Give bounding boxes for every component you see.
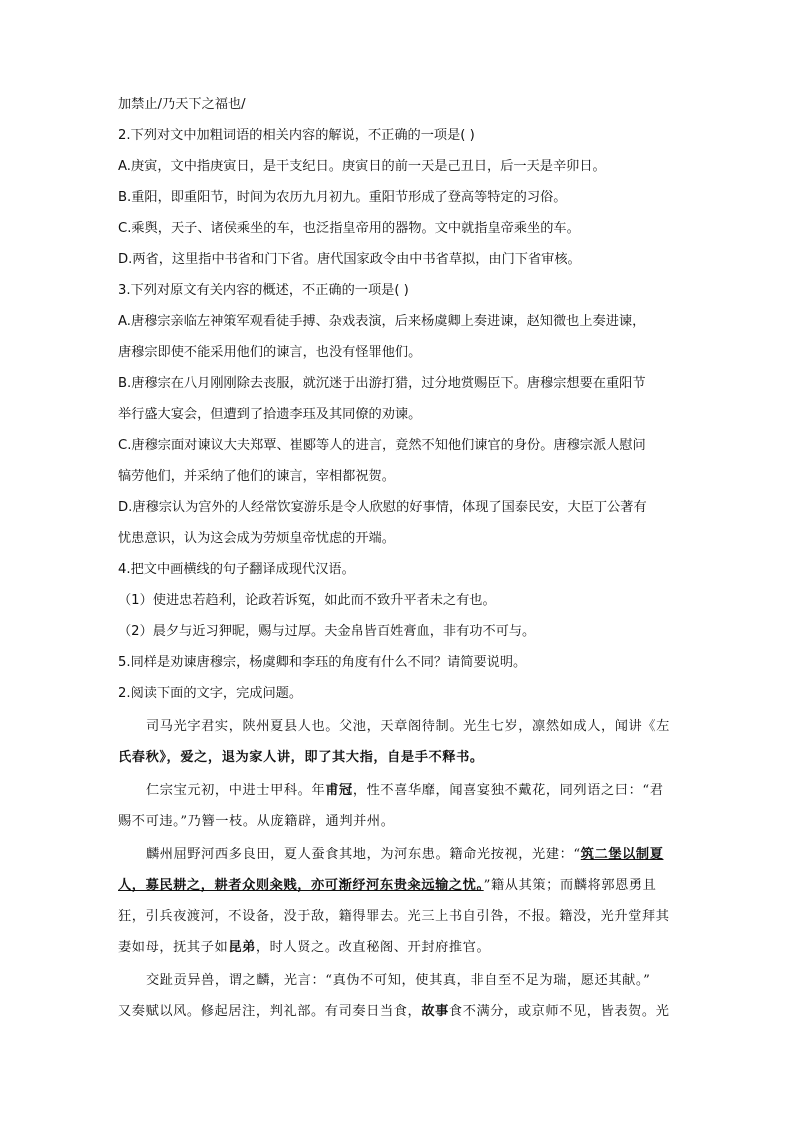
passage-line: 司马光字君实，陕州夏县人也。父池，天章阁待制。光生七岁，凛然如成人，闻讲《左	[146, 719, 670, 734]
passage-segment: ”籍从其策；而麟将郭恩勇且	[483, 878, 657, 893]
underlined-sentence: 筑二堡以制夏	[580, 847, 664, 862]
question-4-item-1: （1）使进忠若趋利，论政若诉冤，如此而不致升平者未之有也。	[118, 593, 496, 608]
passage-segment: ，时人贤之。改直秘阁、开封府推官。	[255, 940, 491, 955]
option-b: B.重阳，即重阳节，时间为农历九月初九。重阳节形成了登高等特定的习俗。	[118, 190, 567, 205]
option-a: A.庚寅，文中指庚寅日，是干支纪日。庚寅日的前一天是己丑日，后一天是辛卯日。	[118, 159, 606, 174]
passage-line	[118, 938, 688, 957]
question-4-item-2: （2）晨夕与近习狎昵，赐与过厚。夫金帛皆百姓膏血，非有功不可与。	[118, 624, 536, 639]
passage-line: 狂，引兵夜渡河，不设备，没于敌，籍得罪去。光三上书自引咎，不报。籍没，光升堂拜其	[118, 909, 670, 924]
option-d: D.两省，这里指中书省和门下省。唐代国家政令由中书省草拟，由门下省审核。	[118, 252, 581, 267]
passage-segment: 妻如母，抚其子如	[118, 940, 229, 955]
passage-line: 交趾贡异兽，谓之麟，光言：“真伪不可知，使其真，非自至不足为瑞，愿还其献。”	[146, 973, 651, 988]
passage-line	[118, 876, 688, 895]
option-b-line2: 举行盛大宴会，但遭到了拾遗李珏及其同僚的劝谏。	[118, 407, 422, 422]
option-a-line2: 唐穆宗即使不能采用他们的谏言，也没有怪罪他们。	[118, 345, 422, 360]
document-content	[118, 95, 688, 1021]
passage-segment: 仁宗宝元初，中进士甲科。年	[146, 783, 326, 798]
underlined-sentence: 人，募民耕之，耕者众则籴贱，亦可渐纾河东贵籴远输之忧。	[118, 878, 484, 893]
bold-term: 故事	[421, 1004, 449, 1019]
question-3: 3.下列对原文有关内容的概述，不正确的一项是( )	[118, 283, 409, 298]
bold-term: 甫冠	[325, 783, 353, 798]
answer-line: 加禁止/乃天下之福也/	[118, 97, 246, 112]
passage-line	[118, 781, 688, 800]
passage-segment: 食不满分，或京师不见，皆表贺。光	[448, 1004, 670, 1019]
passage-segment: 麟州屈野河西多良田，夏人蚕食其地，为河东患。籍命光按视，光建：“	[146, 847, 581, 862]
passage-line	[118, 748, 688, 767]
option-a-line1: A.唐穆宗亲临左神策军观看徒手搏、杂戏表演，后来杨虞卿上奏进谏，赵知微也上奏进谏，	[118, 314, 646, 329]
passage-line	[118, 1002, 688, 1021]
passage-segment: ，性不喜华靡，闻喜宴独不戴花，同列语之曰：“君	[352, 783, 664, 798]
question-4: 4.把文中画横线的句子翻译成现代汉语。	[118, 562, 355, 577]
bold-term: 昆弟	[228, 940, 256, 955]
option-b-line1: B.唐穆宗在八月刚刚除去丧服，就沉迷于出游打猎，过分地赏赐臣下。唐穆宗想要在重阳节	[118, 376, 646, 391]
question-5: 5.同样是劝谏唐穆宗，杨虞卿和李珏的角度有什么不同？请简要说明。	[118, 655, 527, 670]
option-c: C.乘舆，天子、诸侯乘坐的车，也泛指皇帝用的器物。文中就指皇帝乘坐的车。	[118, 221, 580, 236]
question-2: 2.下列对文中加粗词语的相关内容的解说，不正确的一项是( )	[118, 128, 475, 143]
passage-segment: 又奏赋以风。修起居注，判礼部。有司奏日当食，	[118, 1004, 422, 1019]
option-c-line1: C.唐穆宗面对谏议大夫郑覃、崔郾等人的进言，竟然不知他们谏官的身份。唐穆宗派人慰问	[118, 438, 646, 453]
option-d-line2: 忧患意识，认为这会成为劳烦皇帝忧虑的开端。	[118, 531, 395, 546]
reading-heading: 2.阅读下面的文字，完成问题。	[118, 686, 303, 701]
classical-passage	[118, 717, 688, 1021]
option-d-line1: D.唐穆宗认为宫外的人经常饮宴游乐是令人欣慰的好事情，体现了国泰民安，大臣丁公著有	[118, 500, 647, 515]
passage-segment: 氏春秋》，爱之，退为家人讲，即了其大指，自是手不释书。	[118, 750, 484, 765]
passage-line	[118, 845, 688, 864]
passage-line: 赐不可违。”乃簪一枝。从庞籍辟，通判并州。	[118, 814, 395, 829]
option-c-line2: 犒劳他们，并采纳了他们的谏言，宰相都祝贺。	[118, 469, 395, 484]
